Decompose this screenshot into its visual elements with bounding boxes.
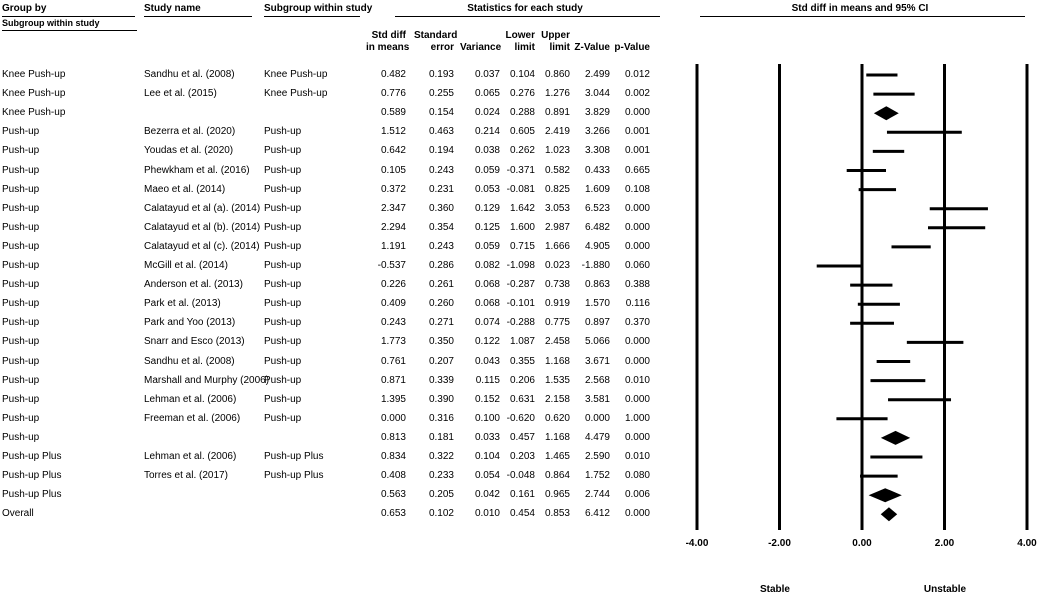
cell-p-value: 0.080 — [624, 470, 650, 482]
cell-std-diff: 2.294 — [380, 221, 406, 233]
cell-subgroup: Push-up — [264, 164, 302, 176]
cell-z-value: 6.482 — [584, 221, 610, 233]
cell-p-value: 0.001 — [624, 145, 650, 157]
cell-upper-limit: 1.168 — [544, 355, 570, 367]
cell-variance: 0.100 — [474, 412, 500, 424]
cell-p-value: 0.108 — [624, 183, 650, 195]
col-header-p: p-Value — [614, 42, 650, 53]
header-group-by: Group by — [2, 3, 47, 14]
cell-variance: 0.152 — [474, 393, 500, 405]
cell-study-name: Lehman et al. (2006) — [144, 451, 237, 462]
cell-z-value: 0.863 — [584, 279, 610, 291]
cell-std-diff: 0.226 — [380, 279, 406, 291]
cell-standard-error: 0.154 — [428, 107, 454, 119]
cell-std-diff: 0.243 — [380, 317, 406, 329]
header-subgroup-within-study: Subgroup within study — [264, 3, 373, 14]
cell-lower-limit: 0.355 — [509, 355, 535, 367]
cell-upper-limit: 2.419 — [544, 126, 570, 138]
cell-standard-error: 0.339 — [428, 374, 454, 386]
summary-diamond — [881, 431, 910, 445]
cell-standard-error: 0.102 — [428, 508, 454, 520]
cell-study-name: Maeo et al. (2014) — [144, 183, 226, 195]
col-header-lower: Lower limit — [505, 30, 535, 53]
cell-subgroup: Push-up — [264, 412, 302, 424]
cell-standard-error: 0.271 — [428, 317, 454, 329]
summary-diamond — [881, 507, 897, 521]
cell-study-name: Calatayud et al (b). (2014) — [144, 221, 261, 233]
cell-p-value: 0.388 — [624, 279, 650, 291]
cell-subgroup: Push-up — [264, 260, 302, 271]
cell-group: Push-up — [2, 221, 40, 233]
cell-std-diff: 0.776 — [380, 88, 406, 100]
cell-standard-error: 0.207 — [428, 355, 454, 367]
cell-lower-limit: 0.288 — [509, 107, 535, 119]
cell-variance: 0.033 — [474, 431, 500, 443]
cell-subgroup: Push-up — [264, 336, 302, 348]
cell-lower-limit: 0.203 — [509, 451, 535, 462]
cell-lower-limit: 0.104 — [509, 69, 535, 80]
cell-lower-limit: 0.161 — [509, 489, 535, 501]
cell-p-value: 0.000 — [624, 202, 650, 214]
cell-variance: 0.122 — [474, 336, 500, 348]
cell-lower-limit: 0.631 — [509, 393, 535, 405]
cell-p-value: 0.060 — [624, 260, 650, 271]
cell-p-value: 0.116 — [625, 298, 650, 310]
cell-standard-error: 0.193 — [428, 69, 454, 80]
cell-standard-error: 0.255 — [428, 88, 454, 100]
cell-lower-limit: -0.287 — [506, 279, 535, 291]
cell-std-diff: 0.589 — [380, 107, 406, 119]
cell-std-diff: 0.761 — [380, 355, 406, 367]
cell-std-diff: 0.871 — [380, 374, 406, 386]
cell-study-name: Sandhu et al. (2008) — [144, 355, 235, 367]
cell-z-value: 3.266 — [584, 126, 610, 138]
cell-standard-error: 0.260 — [428, 298, 454, 310]
cell-std-diff: 0.653 — [380, 508, 406, 520]
cell-z-value: 6.523 — [584, 202, 610, 214]
summary-diamond — [869, 488, 902, 502]
cell-variance: 0.053 — [474, 183, 500, 195]
cell-subgroup: Push-up — [264, 374, 302, 386]
cell-subgroup: Knee Push-up — [264, 88, 328, 100]
cell-subgroup: Push-up — [264, 183, 302, 195]
cell-upper-limit: 1.465 — [544, 451, 570, 462]
cell-group: Push-up Plus — [2, 451, 62, 462]
summary-diamond — [874, 106, 899, 120]
cell-std-diff: 0.372 — [380, 183, 406, 195]
axis-tick-label: -4.00 — [685, 538, 709, 549]
cell-upper-limit: 1.023 — [544, 145, 570, 157]
cell-subgroup: Push-up — [264, 126, 302, 138]
cell-variance: 0.115 — [475, 374, 500, 386]
cell-p-value: 0.001 — [624, 126, 650, 138]
cell-group: Knee Push-up — [2, 88, 66, 100]
cell-variance: 0.043 — [474, 355, 500, 367]
cell-group: Push-up — [2, 126, 40, 138]
cell-variance: 0.074 — [474, 317, 500, 329]
cell-variance: 0.037 — [474, 69, 500, 80]
cell-variance: 0.125 — [474, 221, 500, 233]
cell-group: Overall — [2, 508, 34, 520]
cell-group: Push-up — [2, 393, 40, 405]
cell-standard-error: 0.233 — [428, 470, 454, 482]
cell-subgroup: Push-up — [264, 279, 302, 291]
cell-z-value: 3.044 — [584, 88, 610, 100]
cell-std-diff: 0.408 — [380, 470, 406, 482]
cell-p-value: 0.000 — [624, 431, 650, 443]
cell-std-diff: -0.537 — [377, 260, 406, 271]
cell-group: Push-up — [2, 183, 40, 195]
cell-z-value: 3.829 — [584, 107, 610, 119]
cell-variance: 0.065 — [474, 88, 500, 100]
cell-p-value: 0.000 — [624, 240, 650, 252]
cell-variance: 0.082 — [474, 260, 500, 271]
cell-subgroup: Push-up — [264, 202, 302, 214]
cell-subgroup: Push-up — [264, 240, 302, 252]
cell-standard-error: 0.243 — [428, 164, 454, 176]
cell-group: Push-up — [2, 202, 40, 214]
cell-upper-limit: 0.620 — [544, 412, 570, 424]
cell-z-value: 3.308 — [584, 145, 610, 157]
cell-group: Push-up Plus — [2, 489, 62, 501]
cell-p-value: 0.006 — [624, 489, 650, 501]
cell-study-name: Freeman et al. (2006) — [144, 412, 241, 424]
cell-group: Push-up — [2, 240, 40, 252]
cell-study-name: Lee et al. (2015) — [144, 88, 217, 100]
cell-upper-limit: 0.864 — [544, 470, 570, 482]
cell-subgroup: Push-up — [264, 393, 302, 405]
cell-lower-limit: 1.087 — [509, 336, 535, 348]
cell-standard-error: 0.354 — [428, 221, 454, 233]
cell-study-name: Calatayud et al (c). (2014) — [144, 240, 260, 252]
cell-study-name: Park and Yoo (2013) — [144, 317, 236, 329]
cell-p-value: 0.000 — [624, 221, 650, 233]
cell-std-diff: 2.347 — [380, 202, 406, 214]
header-study-name: Study name — [144, 3, 201, 14]
cell-lower-limit: 0.454 — [509, 508, 535, 520]
cell-upper-limit: 1.666 — [544, 240, 570, 252]
cell-lower-limit: 0.715 — [509, 240, 535, 252]
axis-tick-label: -2.00 — [768, 538, 791, 549]
cell-standard-error: 0.350 — [428, 336, 454, 348]
cell-lower-limit: -0.288 — [506, 317, 535, 329]
cell-z-value: 1.570 — [584, 298, 610, 310]
cell-standard-error: 0.205 — [428, 489, 454, 501]
cell-z-value: 4.479 — [584, 431, 610, 443]
cell-p-value: 0.000 — [624, 393, 650, 405]
cell-lower-limit: 1.642 — [509, 202, 535, 214]
cell-upper-limit: 0.825 — [544, 183, 570, 195]
cell-study-name: Calatayud et al (a). (2014) — [144, 202, 261, 214]
cell-group: Push-up Plus — [2, 470, 62, 482]
cell-subgroup: Push-up — [264, 298, 302, 310]
cell-p-value: 0.000 — [624, 336, 650, 348]
cell-variance: 0.059 — [474, 240, 500, 252]
cell-z-value: 4.905 — [584, 240, 610, 252]
cell-subgroup: Push-up Plus — [264, 451, 324, 462]
cell-standard-error: 0.231 — [428, 183, 454, 195]
cell-z-value: 5.066 — [584, 336, 610, 348]
cell-study-name: Snarr and Esco (2013) — [144, 336, 245, 348]
axis-tick-label: 2.00 — [934, 538, 955, 549]
cell-variance: 0.059 — [474, 164, 500, 176]
cell-subgroup: Push-up — [264, 317, 302, 329]
cell-group: Push-up — [2, 336, 40, 348]
cell-standard-error: 0.181 — [428, 431, 454, 443]
cell-lower-limit: -1.098 — [506, 260, 535, 271]
cell-p-value: 0.665 — [624, 164, 650, 176]
cell-std-diff: 0.105 — [380, 164, 406, 176]
cell-z-value: 1.752 — [584, 470, 610, 482]
col-header-z: Z-Value — [574, 42, 610, 53]
cell-p-value: 0.000 — [624, 508, 650, 520]
cell-variance: 0.068 — [474, 298, 500, 310]
cell-lower-limit: 0.605 — [509, 126, 535, 138]
cell-study-name: Anderson et al. (2013) — [144, 279, 243, 291]
cell-upper-limit: 1.535 — [544, 374, 570, 386]
cell-lower-limit: 0.206 — [509, 374, 535, 386]
cell-p-value: 1.000 — [624, 412, 650, 424]
col-header-upper: Upper limit — [541, 30, 570, 53]
cell-study-name: Phewkham et al. (2016) — [144, 164, 250, 176]
cell-p-value: 0.370 — [624, 317, 650, 329]
cell-upper-limit: 0.853 — [544, 508, 570, 520]
cell-lower-limit: 0.457 — [509, 431, 535, 443]
cell-group: Knee Push-up — [2, 107, 66, 119]
cell-std-diff: 0.409 — [380, 298, 406, 310]
cell-standard-error: 0.261 — [428, 279, 454, 291]
cell-z-value: 0.000 — [584, 412, 610, 424]
cell-p-value: 0.010 — [624, 374, 650, 386]
cell-variance: 0.068 — [474, 279, 500, 291]
cell-std-diff: 1.773 — [380, 336, 406, 348]
cell-p-value: 0.010 — [624, 451, 650, 462]
cell-variance: 0.038 — [474, 145, 500, 157]
cell-variance: 0.010 — [474, 508, 500, 520]
cell-group: Push-up — [2, 355, 40, 367]
cell-study-name: Bezerra et al. (2020) — [144, 126, 236, 138]
cell-standard-error: 0.286 — [428, 260, 454, 271]
cell-subgroup: Knee Push-up — [264, 69, 328, 80]
cell-group: Push-up — [2, 374, 40, 386]
cell-upper-limit: 0.023 — [544, 260, 570, 271]
cell-lower-limit: -0.101 — [506, 298, 535, 310]
cell-variance: 0.042 — [474, 489, 500, 501]
cell-std-diff: 1.395 — [380, 393, 406, 405]
col-header-se: Standard error — [414, 30, 458, 53]
cell-group: Push-up — [2, 279, 40, 291]
cell-std-diff: 0.813 — [380, 431, 406, 443]
cell-upper-limit: 0.891 — [544, 107, 570, 119]
cell-z-value: 0.433 — [584, 164, 610, 176]
cell-z-value: 0.897 — [584, 317, 610, 329]
axis-label-stable: Stable — [759, 584, 790, 595]
cell-upper-limit: 0.775 — [544, 317, 570, 329]
cell-upper-limit: 2.987 — [544, 221, 570, 233]
cell-lower-limit: 0.276 — [509, 88, 535, 100]
cell-z-value: 2.499 — [584, 69, 610, 80]
cell-p-value: 0.012 — [624, 69, 650, 80]
cell-std-diff: 1.512 — [380, 126, 406, 138]
cell-lower-limit: 1.600 — [509, 221, 535, 233]
cell-variance: 0.054 — [474, 470, 500, 482]
cell-subgroup: Push-up — [264, 355, 302, 367]
cell-z-value: 1.609 — [584, 183, 610, 195]
cell-subgroup: Push-up — [264, 145, 302, 157]
axis-tick-label: 0.00 — [852, 538, 872, 549]
cell-lower-limit: -0.081 — [506, 183, 535, 195]
cell-variance: 0.104 — [474, 451, 500, 462]
cell-upper-limit: 0.738 — [544, 279, 570, 291]
cell-upper-limit: 1.276 — [544, 88, 570, 100]
cell-p-value: 0.002 — [624, 88, 650, 100]
cell-study-name: Sandhu et al. (2008) — [144, 69, 235, 80]
cell-standard-error: 0.360 — [428, 202, 454, 214]
cell-group: Push-up — [2, 260, 40, 271]
cell-lower-limit: -0.371 — [506, 164, 535, 176]
cell-lower-limit: -0.048 — [506, 470, 535, 482]
cell-upper-limit: 1.168 — [544, 431, 570, 443]
header-plot-title: Std diff in means and 95% CI — [791, 3, 929, 14]
cell-upper-limit: 3.053 — [544, 202, 570, 214]
cell-standard-error: 0.316 — [428, 412, 454, 424]
cell-group: Push-up — [2, 298, 40, 310]
cell-z-value: 2.590 — [584, 451, 610, 462]
axis-label-unstable: Unstable — [923, 584, 967, 595]
cell-z-value: 2.744 — [584, 489, 610, 501]
cell-standard-error: 0.194 — [428, 145, 454, 157]
cell-std-diff: 0.834 — [380, 451, 406, 462]
header-subgroup-within-study-left: Subgroup within study — [2, 18, 100, 28]
cell-group: Push-up — [2, 145, 40, 157]
cell-group: Push-up — [2, 431, 40, 443]
cell-z-value: 6.412 — [584, 508, 610, 520]
cell-study-name: Torres et al. (2017) — [144, 470, 228, 482]
axis-tick-label: 4.00 — [1017, 538, 1037, 549]
cell-standard-error: 0.243 — [428, 240, 454, 252]
cell-std-diff: 1.191 — [380, 240, 406, 252]
cell-z-value: -1.880 — [581, 260, 610, 271]
cell-study-name: Marshall and Murphy (2006) — [144, 374, 270, 386]
cell-variance: 0.024 — [474, 107, 500, 119]
cell-subgroup: Push-up Plus — [264, 470, 324, 482]
cell-upper-limit: 0.965 — [544, 489, 570, 501]
cell-study-name: McGill et al. (2014) — [144, 260, 228, 271]
cell-std-diff: 0.482 — [380, 69, 406, 80]
cell-upper-limit: 0.582 — [544, 164, 570, 176]
cell-lower-limit: 0.262 — [509, 145, 535, 157]
cell-group: Knee Push-up — [2, 69, 66, 80]
cell-standard-error: 0.390 — [428, 393, 454, 405]
cell-z-value: 2.568 — [584, 374, 610, 386]
cell-variance: 0.129 — [474, 202, 500, 214]
cell-upper-limit: 2.458 — [544, 336, 570, 348]
col-header-variance: Variance — [460, 42, 502, 53]
cell-std-diff: 0.642 — [380, 145, 406, 157]
cell-upper-limit: 0.860 — [544, 69, 570, 80]
cell-study-name: Youdas et al. (2020) — [144, 145, 234, 157]
cell-upper-limit: 0.919 — [544, 298, 570, 310]
cell-subgroup: Push-up — [264, 221, 302, 233]
cell-z-value: 3.671 — [584, 355, 610, 367]
cell-std-diff: 0.563 — [380, 489, 406, 501]
cell-group: Push-up — [2, 317, 40, 329]
cell-group: Push-up — [2, 412, 40, 424]
cell-study-name: Lehman et al. (2006) — [144, 393, 237, 405]
cell-standard-error: 0.463 — [428, 126, 454, 138]
cell-variance: 0.214 — [474, 126, 500, 138]
cell-group: Push-up — [2, 164, 40, 176]
cell-p-value: 0.000 — [624, 107, 650, 119]
cell-std-diff: 0.000 — [380, 412, 406, 424]
cell-z-value: 3.581 — [584, 393, 610, 405]
col-header-smd: Std diff in means — [366, 30, 410, 53]
cell-lower-limit: -0.620 — [506, 412, 535, 424]
cell-standard-error: 0.322 — [428, 451, 454, 462]
cell-upper-limit: 2.158 — [544, 393, 570, 405]
cell-study-name: Park et al. (2013) — [144, 298, 221, 310]
cell-p-value: 0.000 — [624, 355, 650, 367]
header-statistics-title: Statistics for each study — [467, 3, 583, 14]
